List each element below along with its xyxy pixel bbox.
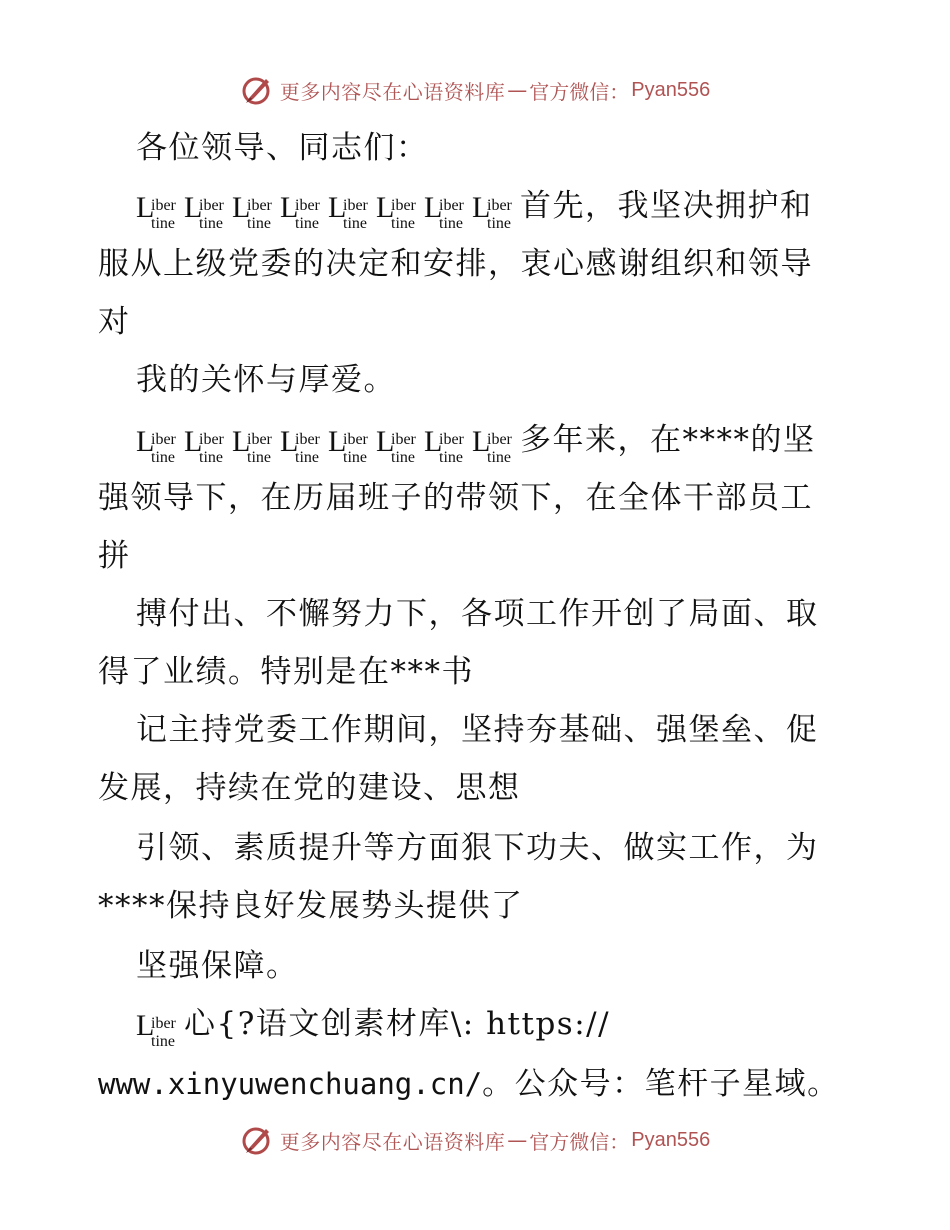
- libertine-glyph: L iber tine: [184, 425, 224, 466]
- greeting: 各位领导、同志们：: [136, 130, 429, 166]
- libertine-glyph: L iber tine: [328, 425, 368, 466]
- paragraph-2-line-1: [136, 420, 816, 466]
- paragraph-1-line-2: 服从上级党委的决定和安排，衷心感谢组织和领导: [98, 246, 813, 282]
- paragraph-2-line-2: 强领导下，在历届班子的带领下，在全体干部员工: [98, 480, 813, 516]
- libertine-glyph: L iber tine: [328, 191, 368, 232]
- libertine-glyph: L iber tine: [424, 191, 464, 232]
- banner-separator: —: [507, 1128, 528, 1152]
- quill-logo-icon: [240, 1123, 274, 1157]
- source-heart-char: 心: [184, 1006, 217, 1042]
- libertine-glyph: L iber tine: [280, 191, 320, 232]
- libertine-glyph: L iber tine: [424, 425, 464, 466]
- libertine-glyph: L iber tine: [472, 191, 512, 232]
- quill-logo-icon: [240, 73, 274, 107]
- paragraph-2-text: 多年来，在****的坚: [520, 422, 816, 458]
- libertine-glyph: L iber tine: [376, 425, 416, 466]
- libertine-glyph: L iber tine: [136, 191, 176, 232]
- source-line-2: [98, 1064, 840, 1104]
- source-public-account: 。公众号：笔杆子星域。: [482, 1066, 840, 1102]
- paragraph-2-line-3: 拼: [98, 538, 131, 574]
- libertine-glyph: L iber tine: [376, 191, 416, 232]
- banner-wechat-id: Pyan556: [631, 78, 711, 101]
- paragraph-1-line-4: 我的关怀与厚爱。: [136, 362, 396, 398]
- header-banner: [0, 70, 950, 110]
- banner-wechat-id: Pyan556: [631, 1128, 711, 1151]
- paragraph-2-line-7: 发展，持续在党的建设、思想: [98, 770, 521, 806]
- banner-wechat-label: 官方微信：: [529, 79, 630, 104]
- libertine-glyph: L iber tine: [136, 425, 176, 466]
- source-line-1: [136, 1004, 611, 1050]
- paragraph-1-line-3: 对: [98, 304, 131, 340]
- libertine-glyph: L iber tine: [136, 1009, 176, 1050]
- libertine-glyph: L iber tine: [472, 425, 512, 466]
- source-url[interactable]: www.xinyuwenchuang.cn/: [98, 1067, 483, 1101]
- libertine-glyph: L iber tine: [184, 191, 224, 232]
- libertine-glyph: L iber tine: [280, 425, 320, 466]
- banner-separator: —: [507, 78, 528, 102]
- banner-text: 更多内容尽在心语资料库: [279, 79, 506, 104]
- paragraph-2-line-8: 引领、素质提升等方面狠下功夫、做实工作，为: [136, 830, 819, 866]
- source-library-text: {?语文创素材库\: https://: [216, 1006, 611, 1042]
- paragraph-1-text: 首先，我坚决拥护和: [520, 188, 813, 224]
- paragraph-2-line-9: ****保持良好发展势头提供了: [98, 888, 524, 924]
- footer-banner: [0, 1120, 950, 1160]
- libertine-glyph: L iber tine: [232, 425, 272, 466]
- paragraph-2-line-10: 坚强保障。: [136, 948, 299, 984]
- paragraph-2-line-6: 记主持党委工作期间，坚持夯基础、强堡垒、促: [136, 712, 819, 748]
- banner-wechat-label: 官方微信：: [529, 1129, 630, 1154]
- paragraph-2-line-5: 得了业绩。特别是在***书: [98, 654, 474, 690]
- banner-text: 更多内容尽在心语资料库: [279, 1129, 506, 1154]
- paragraph-2-line-4: 搏付出、不懈努力下，各项工作开创了局面、取: [136, 596, 819, 632]
- libertine-glyph: L iber tine: [232, 191, 272, 232]
- paragraph-1-line-1: [136, 186, 813, 232]
